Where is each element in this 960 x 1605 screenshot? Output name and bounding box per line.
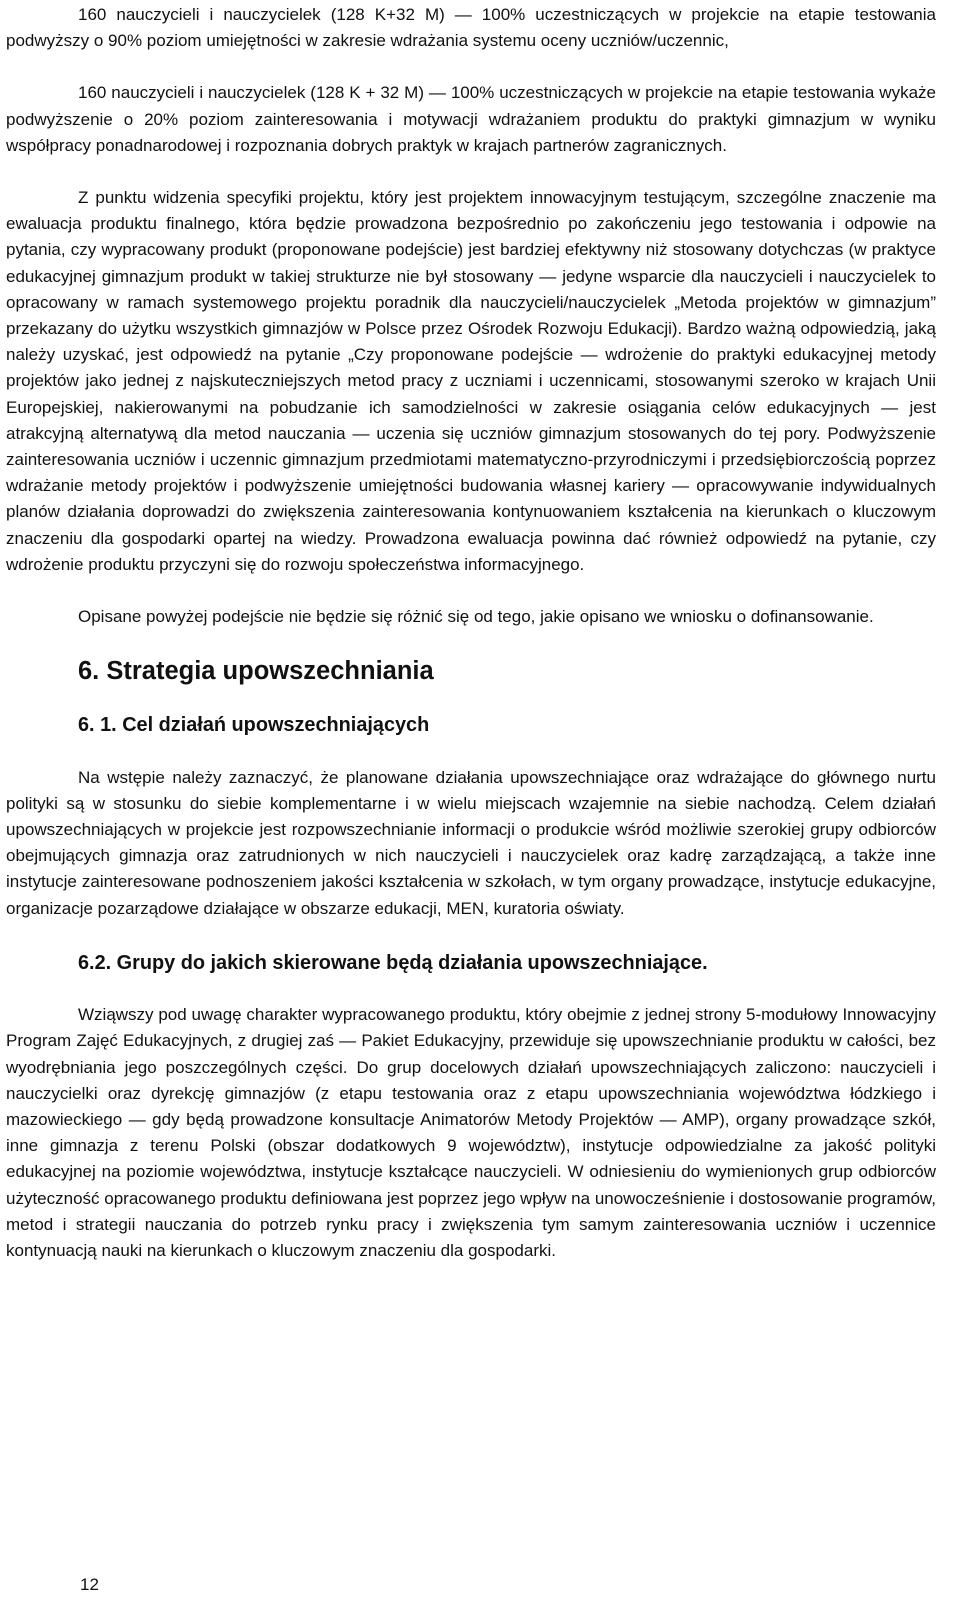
- document-page: [6, 0, 936, 1264]
- heading-dissemination-goal: 6. 1. Cel działań upowszechniających: [78, 714, 430, 737]
- heading-target-groups: 6.2. Grupy do jakich skierowane będą działania upowszechniające.: [78, 951, 708, 974]
- heading-dissemination-strategy: 6. Strategia upowszechniania: [78, 657, 434, 686]
- paragraph-approach: Opisane powyżej podejście nie będzie się różnić się od tego, jakie opisano we wniosku o dofinansowanie.: [78, 607, 874, 627]
- paragraph-outcome-skills: 160 nauczycieli i nauczycielek (128 K+32 M) — 100% uczestniczących w projekcie na etapie testowania podwyższy o 90% poziom umiejętności w zakresie wdrażania systemu oceny uczniów/uczennic,: [6, 5, 936, 51]
- paragraph-dissemination-goal: Na wstępie należy zaznaczyć, że planowane działania upowszechniające oraz wdrażające do głównego nurtu polityki są w stosunku do siebie komplementarne i w wielu miejscach wzajemnie na siebie nachodzą. Celem działań upowszechniających w projekcie jest rozpowszechnianie informacji o produkcie wśród możliwie szerokiej grupy odbiorców obejmujących gimnazja oraz zatrudnionych w nich nauczycieli i nauczycielek oraz kadrę zarządzającą, a także inne instytucje zainteresowane podnoszeniem jakości kształcenia w szkołach, w tym organy prowadzące, instytucje edukacyjne, organizacje pozarządowe działające w obszarze edukacji, MEN, kuratoria oświaty.: [6, 767, 936, 918]
- paragraph-target-groups: Wziąwszy pod uwagę charakter wypracowanego produktu, który obejmie z jednej strony 5-modułowy Innowacyjny Program Zajęć Edukacyjnych, z drugiej zaś — Pakiet Edukacyjny, przewiduje się upowszechnianie produktu w całości, bez wyodrębniania jego poszczególnych części. Do grup docelowych działań upowszechniających zaliczono: nauczycieli i nauczycielki oraz dyrekcję gimnazjów (z etapu testowania oraz z etapu upowszechniania województwa łódzkiego i mazowieckiego — gdy będą prowadzone konsultacje Animatorów Metody Projektów — AMP), organy prowadzące szkół, inne gimnazja z terenu Polski (obszar dodatkowych 9 województw), instytucje odpowiedzialne za jakość polityki edukacyjnej na poziomie województwa, instytucje kształcące nauczycieli. W odniesieniu do wymienionych grup odbiorców użyteczność opracowanego produktu definiowana jest poprzez jego wpływ na unowocześnienie i dostosowanie programów, metod i strategii nauczania do potrzeb rynku pracy i zwiększenia tym samym zainteresowania uczniów i uczennice kontynuacją nauki na kierunkach o kluczowym znaczeniu dla gospodarki.: [6, 1005, 936, 1260]
- paragraph-evaluation: Z punktu widzenia specyfiki projektu, który jest projektem innowacyjnym testującym, szczególne znaczenie ma ewaluacja produktu finalnego, która będzie prowadzona bezpośrednio po zakończeniu jego testowania i odpowie na pytania, czy wypracowany produkt (proponowane podejście) jest bardziej efektywny niż stosowany dotychczas (w praktyce edukacyjnej gimnazjum produkt w takiej strukturze nie był stosowany — jedyne wsparcie dla nauczycieli i nauczycielek to opracowany w ramach systemowego projektu poradnik dla nauczycieli/nauczycielek „Metoda projektów w gimnazjum” przekazany do użytku wszystkich gimnazjów w Polsce przez Ośrodek Rozwoju Edukacji). Bardzo ważną odpowiedzią, jaką należy uzyskać, jest odpowiedź na pytanie „Czy proponowane podejście — wdrożenie do praktyki edukacyjnej metody projektów jako jednej z najskuteczniejszych metod pracy z uczniami i uczennicami, stosowanymi szeroko w krajach Unii Europejskiej, nakierowanymi na pobudzanie ich samodzielności w zakresie osiągania celów edukacyjnych — jest atrakcyjną alternatywą dla metod nauczania — uczenia się uczniów gimnazjum stosowanych do tej pory. Podwyższenie zainteresowania uczniów i uczennic gimnazjum przedmiotami matematyczno-przyrodniczymi i przedsiębiorczością poprzez wdrażanie metody projektów i podwyższenie umiejętności budowania własnej kariery — opracowywanie indywidualnych planów działania doprowadzi do zwiększenia zainteresowania kontynuowaniem kształcenia na kierunkach o kluczowym znaczeniu dla gospodarki opartej na wiedzy. Prowadzona ewaluacja powinna dać również odpowiedź na pytanie, czy wdrożenie produktu przyczyni się do rozwoju społeczeństwa informacyjnego.: [6, 188, 936, 574]
- page-number: 12: [80, 1575, 99, 1594]
- paragraph-outcome-motivation: 160 nauczycieli i nauczycielek (128 K + 32 M) — 100% uczestniczących w projekcie na etapie testowania wykaże podwyższenie o 20% poziom zainteresowania i motywacji wdrażaniem produktu do praktyki gimnazjum w wyniku współpracy ponadnarodowej i rozpoznania dobrych praktyk w krajach partnerów zagranicznych.: [6, 83, 936, 155]
